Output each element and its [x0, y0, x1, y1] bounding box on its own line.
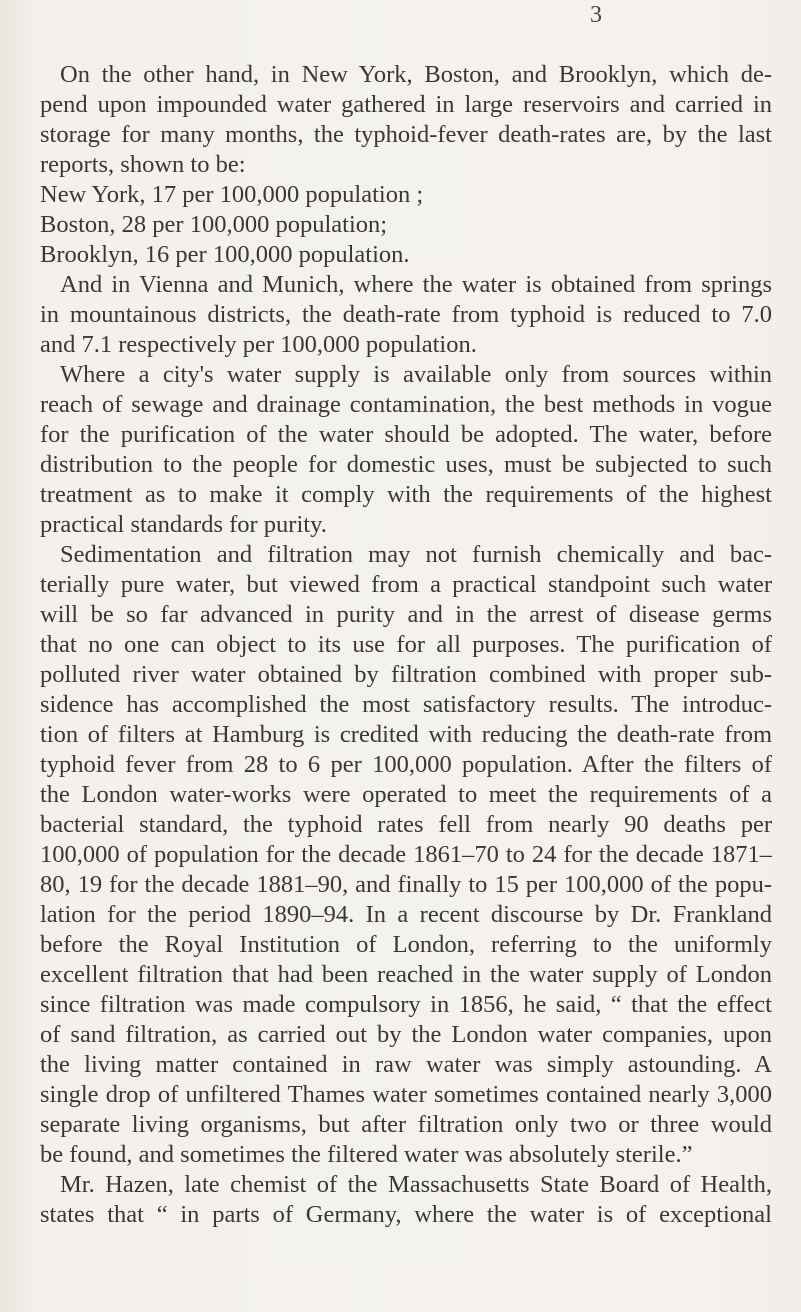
text-line: sidence has accomplished the most satisfactory results. The introduc- [40, 691, 772, 718]
text-line: will be so far advanced in purity and in the arrest of disease germs [40, 601, 772, 628]
text-line: the London water-works were operated to meet the requirements of a [40, 781, 772, 808]
page-number: 3 [590, 2, 602, 28]
text-line: Mr. Hazen, late chemist of the Massachusetts State Board of Health, [60, 1171, 772, 1198]
text-line: And in Vienna and Munich, where the water is obtained from springs [60, 271, 772, 298]
text-line: be found, and sometimes the filtered water was absolutely sterile.” [40, 1141, 693, 1168]
text-line: single drop of unfiltered Thames water sometimes contained nearly 3,000 [40, 1081, 772, 1108]
text-line: and 7.1 respectively per 100,000 population. [40, 331, 477, 358]
text-line: 80, 19 for the decade 1881–90, and finally to 15 per 100,000 of the popu- [40, 871, 772, 898]
text-line: On the other hand, in New York, Boston, and Brooklyn, which de- [60, 61, 772, 88]
text-line: in mountainous districts, the death-rate from typhoid is reduced to 7.0 [40, 301, 772, 328]
text-line: Sedimentation and filtration may not furnish chemically and bac- [60, 541, 772, 568]
text-line: Brooklyn, 16 per 100,000 population. [40, 241, 410, 268]
text-line: pend upon impounded water gathered in large reservoirs and carried in [40, 91, 772, 118]
text-line: terially pure water, but viewed from a practical standpoint such water [40, 571, 772, 598]
text-line: Boston, 28 per 100,000 population; [40, 211, 388, 238]
text-line: New York, 17 per 100,000 population ; [40, 181, 424, 208]
text-line: bacterial standard, the typhoid rates fell from nearly 90 deaths per [40, 811, 772, 838]
text-line: the living matter contained in raw water was simply astounding. A [40, 1051, 772, 1078]
text-line: 100,000 of population for the decade 1861–70 to 24 for the decade 1871– [40, 841, 772, 868]
text-line: practical standards for purity. [40, 511, 327, 538]
text-line: storage for many months, the typhoid-fever death-rates are, by the last [40, 121, 772, 148]
text-line: since filtration was made compulsory in 1856, he said, “ that the effect [40, 991, 772, 1018]
text-line: tion of filters at Hamburg is credited with reducing the death-rate from [40, 721, 772, 748]
text-line: reports, shown to be: [40, 151, 246, 178]
text-line: reach of sewage and drainage contamination, the best methods in vogue [40, 391, 772, 418]
text-line: Where a city's water supply is available only from sources within [60, 361, 772, 388]
text-line: lation for the period 1890–94. In a recent discourse by Dr. Frankland [40, 901, 772, 928]
text-line: excellent filtration that had been reached in the water supply of London [40, 961, 772, 988]
text-line: before the Royal Institution of London, referring to the uniformly [40, 931, 772, 958]
text-line: typhoid fever from 28 to 6 per 100,000 population. After the filters of [40, 751, 772, 778]
text-line: polluted river water obtained by filtration combined with proper sub- [40, 661, 772, 688]
text-line: of sand filtration, as carried out by the London water companies, upon [40, 1021, 772, 1048]
text-line: treatment as to make it comply with the requirements of the highest [40, 481, 772, 508]
text-line: that no one can object to its use for all purposes. The purification of [40, 631, 772, 658]
text-line: states that “ in parts of Germany, where the water is of exceptional [40, 1201, 772, 1228]
text-line: distribution to the people for domestic uses, must be subjected to such [40, 451, 772, 478]
text-line: separate living organisms, but after filtration only two or three would [40, 1111, 772, 1138]
text-line: for the purification of the water should be adopted. The water, before [40, 421, 772, 448]
